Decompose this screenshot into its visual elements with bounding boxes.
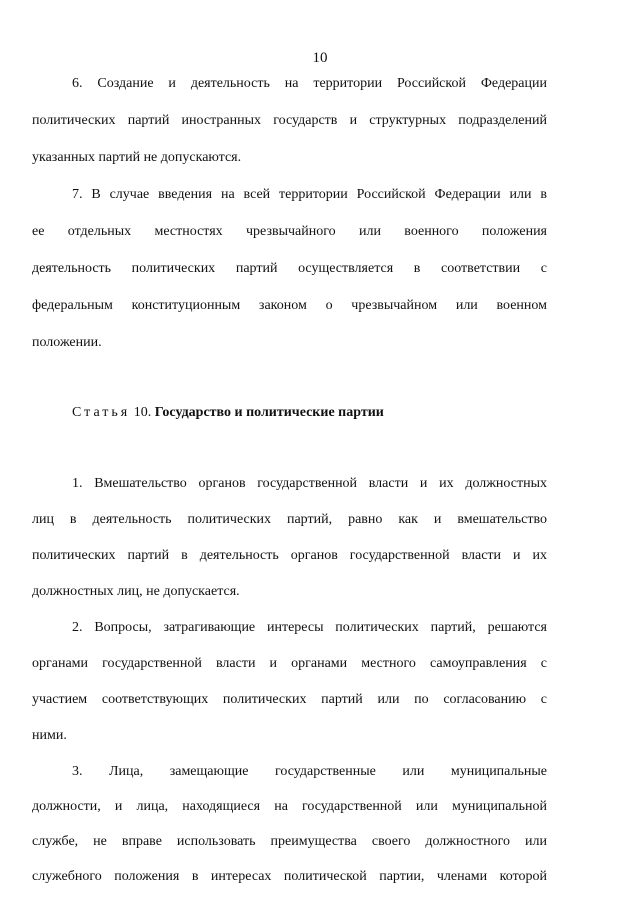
text-line: деятельность политических партий осуществляется в соответствии с bbox=[32, 261, 547, 276]
text-line: 3. Лица, замещающие государственные или муниципальные bbox=[72, 764, 547, 779]
text-line: участием соответствующих политических партий или по согласованию с bbox=[32, 692, 547, 707]
text-line: указанных партий не допускаются. bbox=[32, 150, 242, 165]
text-line: политических партий в деятельность органов государственной власти и их bbox=[32, 548, 547, 563]
text-line: должностных лиц, не допускается. bbox=[32, 584, 240, 599]
text-line: ее отдельных местностях чрезвычайного или военного положения bbox=[32, 224, 547, 239]
text-line: органами государственной власти и органами местного самоуправления с bbox=[32, 656, 547, 671]
text-line: 1. Вмешательство органов государственной власти и их должностных bbox=[72, 476, 547, 491]
text-line: службе, не вправе использовать преимущества своего должностного или bbox=[32, 834, 547, 849]
article-heading-line bbox=[72, 403, 587, 423]
text-line: положении. bbox=[32, 335, 102, 350]
page-number: 10 bbox=[312, 50, 328, 66]
article-title: Государство и политические партии bbox=[154, 405, 384, 420]
text-line: 7. В случае введения на всей территории Российской Федерации или в bbox=[72, 187, 547, 202]
text-line: федеральным конституционным законом о чрезвычайном или военном bbox=[32, 298, 547, 313]
text-line: 2. Вопросы, затрагивающие интересы политических партий, решаются bbox=[72, 620, 547, 635]
article-number: 10. bbox=[130, 405, 155, 420]
text-line: служебного положения в интересах политической партии, членами которой bbox=[32, 869, 547, 884]
text-line: ними. bbox=[32, 728, 67, 743]
text-line: политических партий иностранных государств и структурных подразделений bbox=[32, 113, 547, 128]
text-line: лиц в деятельность политических партий, равно как и вмешательство bbox=[32, 512, 547, 527]
article-label: Статья bbox=[72, 405, 131, 420]
text-line: 6. Создание и деятельность на территории Российской Федерации bbox=[72, 76, 547, 91]
text-line: должности, и лица, находящиеся на государственной или муниципальной bbox=[32, 799, 547, 814]
